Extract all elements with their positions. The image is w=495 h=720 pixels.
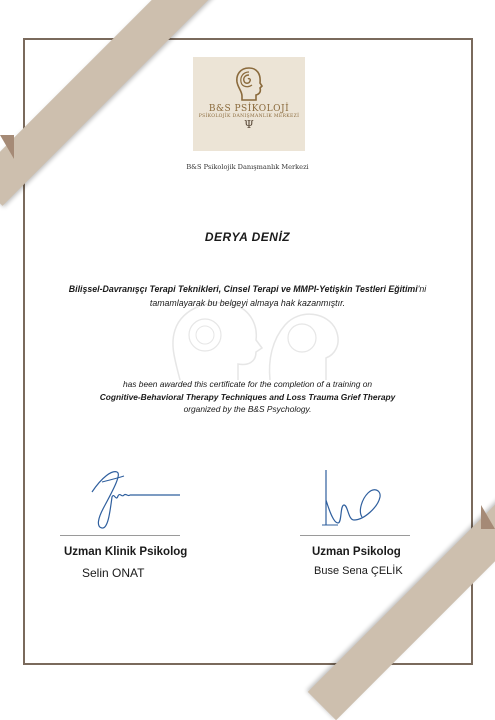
recipient-name: DERYA DENİZ [204, 230, 291, 244]
logo-name: B&S PSİKOLOJİ [208, 104, 290, 114]
ribbon-fold-bottom-right [481, 505, 495, 529]
signer-name-2: Buse Sena ÇELİK [314, 565, 403, 577]
english-line-1: has been awarded this certificate for the completion of a training on [122, 379, 373, 389]
signer-title-2: Uzman Psikolog [312, 546, 401, 558]
turkish-course-name: Bilişsel-Davranışçı Terapi Teknikleri, Cinsel Terapi ve MMPI-Yetişkin Testleri Eğitimi [68, 284, 418, 294]
ribbon-fold-top-left [0, 135, 14, 159]
head-profile-icon [232, 65, 266, 103]
company-logo [193, 57, 305, 151]
signature-line-2 [300, 535, 410, 536]
english-line-3: organized by the B&S Psychology. [183, 404, 312, 414]
english-course-name: Cognitive-Behavioral Therapy Techniques and Loss Trauma Grief Therapy [99, 391, 396, 402]
logo-subtitle: PSİKOLOJİK DANIŞMANLIK MERKEZİ [198, 114, 300, 119]
signature-scribble-1 [82, 462, 182, 532]
signature-line-1 [60, 535, 180, 536]
turkish-statement-rest: 'ni tamamlayarak bu belgeyi almaya hak kazanmıştır. [149, 284, 427, 308]
signature-scribble-2 [318, 465, 398, 530]
signer-title-1: Uzman Klinik Psikolog [64, 546, 188, 558]
psi-symbol: Ψ [244, 118, 254, 131]
organization-name: B&S Psikolojik Danışmanlık Merkezi [186, 163, 309, 171]
signer-name-1: Selin ONAT [82, 566, 145, 580]
english-statement [40, 378, 455, 416]
turkish-statement [50, 283, 445, 310]
